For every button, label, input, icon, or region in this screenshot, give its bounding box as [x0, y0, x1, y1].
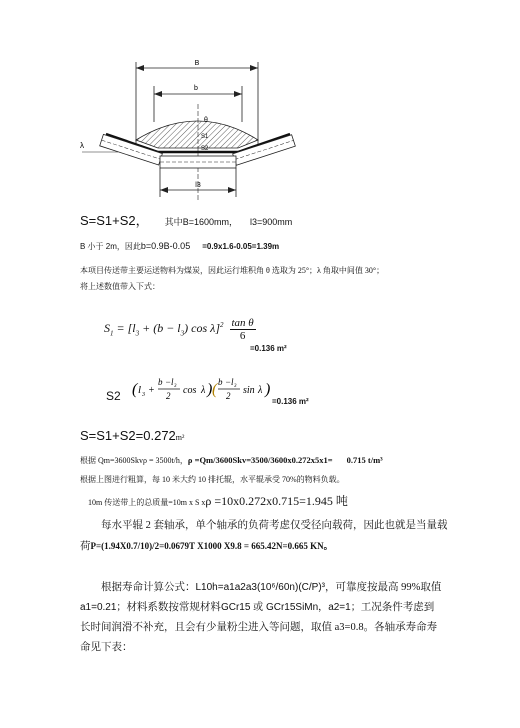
svg-text:3: 3 [174, 384, 177, 389]
repose-angle-line2: 将上述数值带入下式： [80, 282, 160, 291]
life-calc-prefix: 根据寿命计算公式： [101, 582, 196, 593]
roller-estimate-text: 根据上图进行粗算，每 10 米大约 10 排托辊，水平辊承受 70%的物料负载。 [80, 475, 345, 484]
svg-text:−: − [165, 377, 172, 387]
svg-text:): ) [207, 381, 213, 398]
s-sum-line [80, 428, 184, 443]
mass-line [88, 492, 348, 509]
formula-s1-numerator: tan θ [231, 317, 254, 329]
label-theta: θ [204, 117, 208, 124]
life-calc-suffix: ，可靠度按最高 99%取值 [324, 582, 442, 593]
label-s2: S2 [201, 146, 209, 152]
svg-text:(: ( [212, 381, 218, 398]
label-l3: l3 [195, 182, 201, 189]
equation-s-sum: S=S1+S2， [80, 213, 149, 228]
svg-text:b: b [218, 377, 223, 387]
svg-text:3: 3 [234, 384, 237, 389]
svg-text:l: l [138, 384, 142, 396]
svg-text:sin: sin [243, 385, 255, 396]
formula-s2-expression [130, 370, 280, 410]
formula-s2-result: =0.136 m² [272, 397, 309, 406]
life-calc-line4: 命见下表： [80, 642, 133, 653]
label-B: B [194, 60, 200, 67]
label-s1: S1 [201, 134, 209, 140]
mass-formula: ρ =10x0.272x0.715=1.945 吨 [205, 494, 348, 508]
where-B: B=1600mm， [182, 217, 238, 227]
formula-s1-fraction [230, 317, 256, 342]
s-sum-text: S=S1+S2=0.272 [80, 428, 176, 443]
density-result: 0.715 t/m³ [346, 455, 383, 465]
formula-s1: $S_1 = [l_3 + (b - l_3)$ cos λ]$^2$ $\frac{\text{tan θ}}{6}$ [104, 317, 254, 342]
where-l3: l3=900mm [249, 217, 293, 227]
svg-text:l: l [171, 377, 174, 387]
equation-line-s [80, 210, 292, 228]
svg-text:b: b [158, 377, 163, 387]
b-result: =0.9x1.6-0.05=1.39m [202, 242, 280, 251]
svg-text:l: l [231, 377, 234, 387]
svg-text:+: + [148, 385, 155, 396]
life-calc-material: GCr15 或 GCr15SiMn， [220, 602, 329, 613]
bearing-load-prefix: 荷 [80, 541, 91, 552]
b-calc-line [80, 241, 279, 252]
svg-text:3: 3 [142, 392, 145, 398]
bearing-load-formula: P=(1.94X0.7/10)/2=0.0679T X1000 X9.8 = 665.42N=0.665 KN。 [90, 541, 333, 551]
bearing-load-line1: 每水平辊 2 套轴承，单个轴承的负荷考虑仅受径向载荷，因此也就是当量载 [101, 520, 448, 531]
formula-s2-label: S2 [106, 389, 121, 403]
density-line [80, 455, 383, 466]
life-calc-line3: 长时间润滑不补充，且会有少量粉尘进入等问题，取值 a3=0.8。各轴承寿命寿 [80, 622, 438, 633]
life-calc-condition: 工况条件考虑到 [360, 602, 435, 613]
svg-text:2: 2 [166, 391, 171, 401]
svg-text:−: − [225, 377, 232, 387]
idler-cross-section-diagram [78, 52, 328, 212]
svg-text:cos: cos [183, 385, 197, 396]
svg-text:λ: λ [258, 385, 263, 396]
label-lambda: λ [80, 141, 84, 150]
b-calc-prefix: B 小于 2m，因此 [80, 242, 141, 251]
life-calc-a1: a1=0.21； [80, 602, 127, 613]
svg-text:λ: λ [201, 385, 206, 396]
formula-s1-s: S [104, 321, 110, 336]
density-prefix: 根据 Qm=3600Skvρ = 3500t/h， [80, 456, 188, 465]
mass-prefix: 10m 传送带上的总质量=10m x S x [88, 498, 206, 507]
svg-text:): ) [265, 381, 271, 398]
label-b: b [194, 85, 198, 92]
s-sum-unit: m² [175, 433, 185, 442]
formula-s1-result: =0.136 m² [250, 344, 287, 353]
life-calc-formula: L10h=a1a2a3(10⁶/60n)(C/P)³ [195, 582, 325, 593]
formula-s1-eq: = [l [116, 321, 136, 336]
where-prefix: 其中 [164, 217, 183, 227]
repose-angle-paragraph [80, 263, 384, 295]
life-calc-paragraph [80, 578, 441, 658]
formula-s1-sub: 1 [110, 329, 114, 338]
life-calc-material-text: 材料系数按常规材料 [126, 602, 221, 613]
svg-text:(: ( [132, 381, 138, 398]
bearing-load-paragraph [80, 516, 448, 557]
svg-text:2: 2 [226, 391, 231, 401]
density-formula: ρ =Qm/3600Skv=3500/3600x0.272x5x1= [187, 455, 333, 465]
formula-s1-denominator: 6 [239, 330, 246, 342]
b-formula: b=0.9B-0.05 [140, 241, 191, 251]
life-calc-a2: a2=1； [328, 602, 361, 613]
repose-angle-line1: 本项目传送带主要运送物料为煤炭，因此运行堆积角 θ 选取为 25°；λ 角取中间值 30°； [80, 266, 385, 275]
